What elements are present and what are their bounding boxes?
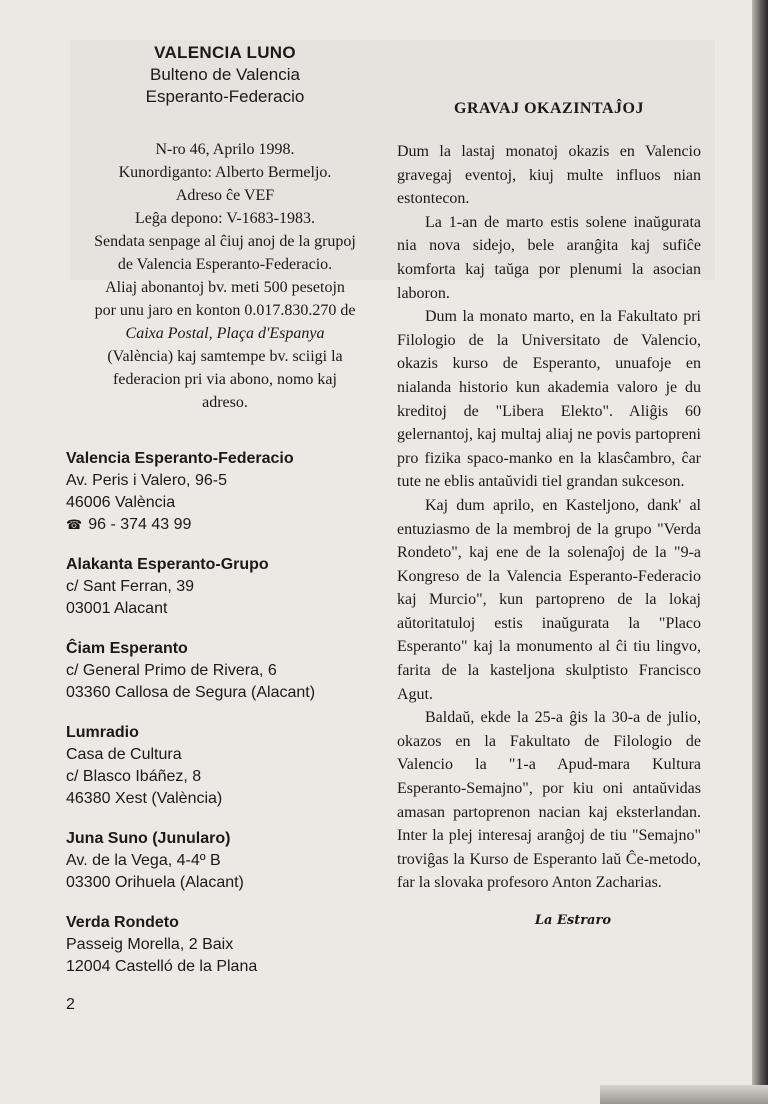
- address-line: Casa de Cultura: [66, 746, 182, 763]
- address-block: [66, 912, 384, 978]
- address-block: [66, 638, 384, 704]
- phone-number: 96 - 374 43 99: [88, 516, 192, 533]
- address-line: 03300 Orihuela (Alacant): [66, 874, 244, 891]
- address-line: Passeig Morella, 2 Baix: [66, 936, 234, 953]
- address-line: Av. de la Vega, 4-4º B: [66, 852, 221, 869]
- address-line: c/ Blasco Ibáñez, 8: [66, 768, 202, 785]
- masthead: [66, 42, 384, 108]
- address-line: 03001 Alacant: [66, 600, 168, 617]
- address-block: [66, 828, 384, 894]
- bulletin-subtitle-line2: Esperanto-Federacio: [145, 87, 305, 106]
- article-paragraph: Kaj dum aprilo, en Kasteljono, dank' al entuziasmo de la membroj de la grupo "Verda Rondeto", kaj ene de la solenaĵoj de la "9-a Kongreso de la Valencia Esperanto-Federacio kaj Murcio", kun partopreno de la lokaj aŭtoritatuloj estis inaŭgurata la "Placo Esperanto" kaj la monumento al ĉi tiu lingvo, farita de la kasteljona skulptisto Francisco Agut.: [397, 496, 701, 703]
- imprint: [66, 138, 384, 414]
- organization-name: Verda Rondeto: [66, 914, 179, 931]
- imprint-line: Adreso ĉe VEF: [175, 187, 275, 204]
- article-paragraph: Dum la monato marto, en la Fakultato pri Filologio de la Universitato de Valencio, okazis kurso de Esperanto, unuafoje en nialanda historio kun akademia valoro je du kreditoj de "Libera Elekto". Aliĝis 60 gelernantoj, kaj multaj aliaj ne povis partopreni pro fizika spaco-manko en la klasĉambro, ĉar tute ne eblis antaŭvidi tiel grandan sukceson.: [397, 308, 701, 491]
- imprint-line: Aliaj abonantoj bv. meti 500 pesetojn: [105, 279, 345, 296]
- article-body: [397, 140, 701, 895]
- imprint-line: por unu jaro en konton 0.017.830.270 de: [94, 302, 356, 319]
- address-block: [66, 554, 384, 620]
- address-block: [66, 722, 384, 810]
- bulletin-title: VALENCIA LUNO: [154, 43, 296, 62]
- scan-bottom-edge: [600, 1085, 768, 1104]
- organization-name: Lumradio: [66, 724, 139, 741]
- article-paragraph: Baldaŭ, ekde la 25-a ĝis la 30-a de julio, okazos en la Fakultato de Filologio de Valencio la "1-a Apud-mara Kultura Esperanto-Semajno", por kiu oni antaŭvidas amasan partoprenon nacian kaj eksterlandan. Inter la plej interesaj aranĝoj de tiu "Semajno" troviĝas la Kurso de Esperanto laŭ Ĉe-metodo, far la slovaka profesoro Anton Zacharias.: [397, 709, 701, 892]
- left-column: [66, 42, 384, 996]
- imprint-line: Caixa Postal, Plaça d'Espanya: [125, 325, 325, 342]
- organization-name: Juna Suno (Junularo): [66, 830, 231, 847]
- organization-name: Valencia Esperanto-Federacio: [66, 450, 294, 467]
- address-line: c/ General Primo de Rivera, 6: [66, 662, 277, 679]
- address-line: Av. Peris i Valero, 96-5: [66, 472, 227, 489]
- address-line: 03360 Callosa de Segura (Alacant): [66, 684, 316, 701]
- imprint-line: (València) kaj samtempe bv. sciigi la: [107, 348, 343, 365]
- imprint-line: federacion pri via abono, nomo kaj: [113, 371, 337, 388]
- article-title: GRAVAJ OKAZINTAĴOJ: [454, 100, 644, 117]
- scan-binding-edge: [752, 0, 768, 1104]
- article-paragraph: La 1-an de marto estis solene inaŭgurata nia nova sidejo, bele aranĝita kaj sufiĉe komforta kaj taŭga por plenumi la asocian laboron.: [397, 213, 701, 302]
- organization-name: Alakanta Esperanto-Grupo: [66, 556, 269, 573]
- address-line: c/ Sant Ferran, 39: [66, 578, 195, 595]
- address-line: 12004 Castelló de la Plana: [66, 958, 258, 975]
- imprint-line: adreso.: [202, 394, 248, 411]
- address-list: [66, 448, 384, 978]
- address-line: 46006 València: [66, 494, 176, 511]
- imprint-line: Kunordiganto: Alberto Bermeljo.: [118, 164, 332, 181]
- imprint-line: Sendata senpage al ĉiuj anoj de la grupoj: [94, 233, 356, 250]
- telephone-icon: ☎: [66, 517, 83, 532]
- phone-line: [66, 514, 384, 536]
- article: [397, 100, 701, 928]
- imprint-line: de Valencia Esperanto-Federacio.: [117, 256, 333, 273]
- organization-name: Ĉiam Esperanto: [66, 640, 188, 657]
- imprint-line: N-ro 46, Aprilo 1998.: [155, 141, 295, 158]
- bulletin-subtitle-line1: Bulteno de Valencia: [150, 65, 300, 84]
- page-number: 2: [66, 996, 75, 1013]
- article-paragraph: Dum la lastaj monatoj okazis en Valencio gravegaj eventoj, kiuj multe influos nian estontecon.: [397, 143, 701, 208]
- address-line: 46380 Xest (València): [66, 790, 223, 807]
- imprint-line: Leĝa depono: V-1683-1983.: [135, 210, 315, 227]
- article-signature: La Estraro: [534, 913, 611, 928]
- address-block: [66, 448, 384, 536]
